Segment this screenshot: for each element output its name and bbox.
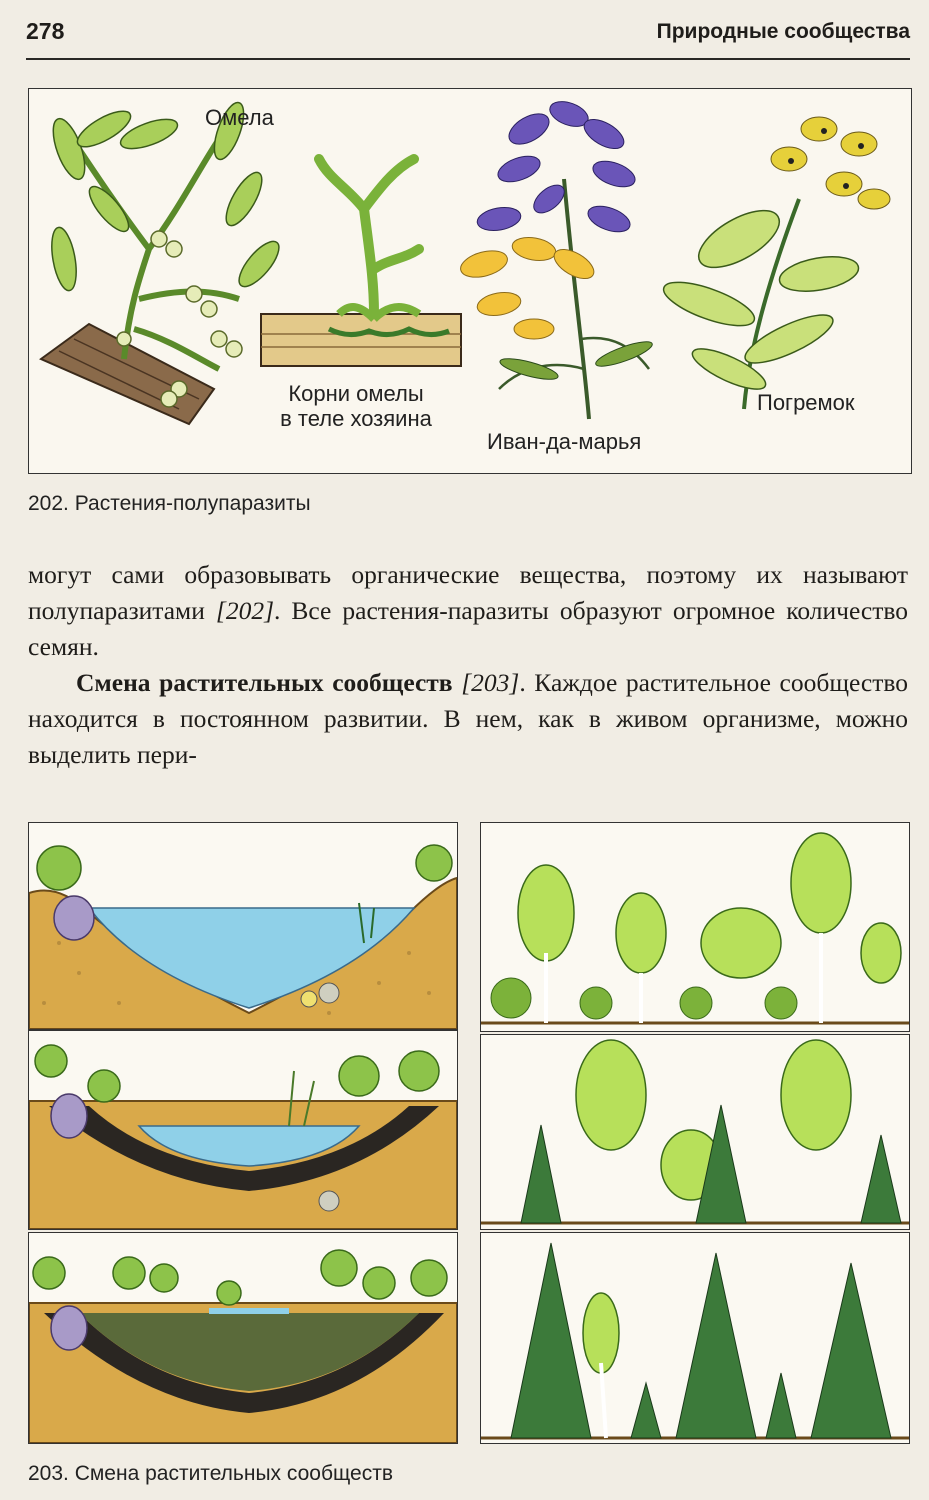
- label-ivan-da-marya: Иван-да-марья: [487, 429, 642, 454]
- label-mistletoe: Омела: [205, 105, 274, 130]
- ivan-da-marya-illustration: [458, 97, 655, 419]
- ref-203: [203]: [452, 668, 520, 697]
- paragraph-1: могут сами образовывать органические вещества, поэтому их называют полупаразитами [202]. Все растения-паразиты образуют огромное количество семян.: [28, 560, 908, 661]
- figure-203-caption: 203. Смена растительных сообществ: [28, 1462, 394, 1485]
- figure-203-panel-bog: [28, 1232, 458, 1444]
- ref-202: [202]: [215, 596, 274, 625]
- label-rattle: Погремок: [757, 390, 855, 415]
- section-heading-succession: Смена растительных сообществ: [76, 668, 453, 697]
- figure-202-caption: 202. Растения-полупаразиты: [28, 492, 311, 515]
- label-mistletoe-roots-line2: в теле хозяина: [280, 406, 432, 432]
- figure-203-panel-birch-forest: [480, 822, 910, 1032]
- page-header: [26, 14, 910, 60]
- figure-203-panel-spruce-forest: [480, 1232, 910, 1444]
- label-mistletoe-roots-line1: Корни омелы: [288, 381, 424, 406]
- rattle-illustration: [659, 117, 890, 409]
- running-title: Природные сообщества: [656, 20, 910, 43]
- figure-203-panel-mixed-forest: [480, 1034, 910, 1230]
- body-text: [28, 557, 908, 773]
- figure-203-panel-overgrowing: [28, 1030, 458, 1230]
- figure-202-illustration: [29, 89, 911, 473]
- label-mistletoe-roots: [261, 381, 451, 432]
- figure-203-panel-lake: [28, 822, 458, 1030]
- paragraph-2: Смена растительных сообществ [203]. Каждое растительное сообщество находится в постоянном развитии. В нем, как в живом организме, можно выделить пери-: [28, 668, 908, 769]
- mistletoe-illustration: [41, 99, 285, 424]
- figure-202: [28, 88, 912, 474]
- page-number: 278: [26, 18, 65, 44]
- mistletoe-roots-illustration: [261, 159, 461, 366]
